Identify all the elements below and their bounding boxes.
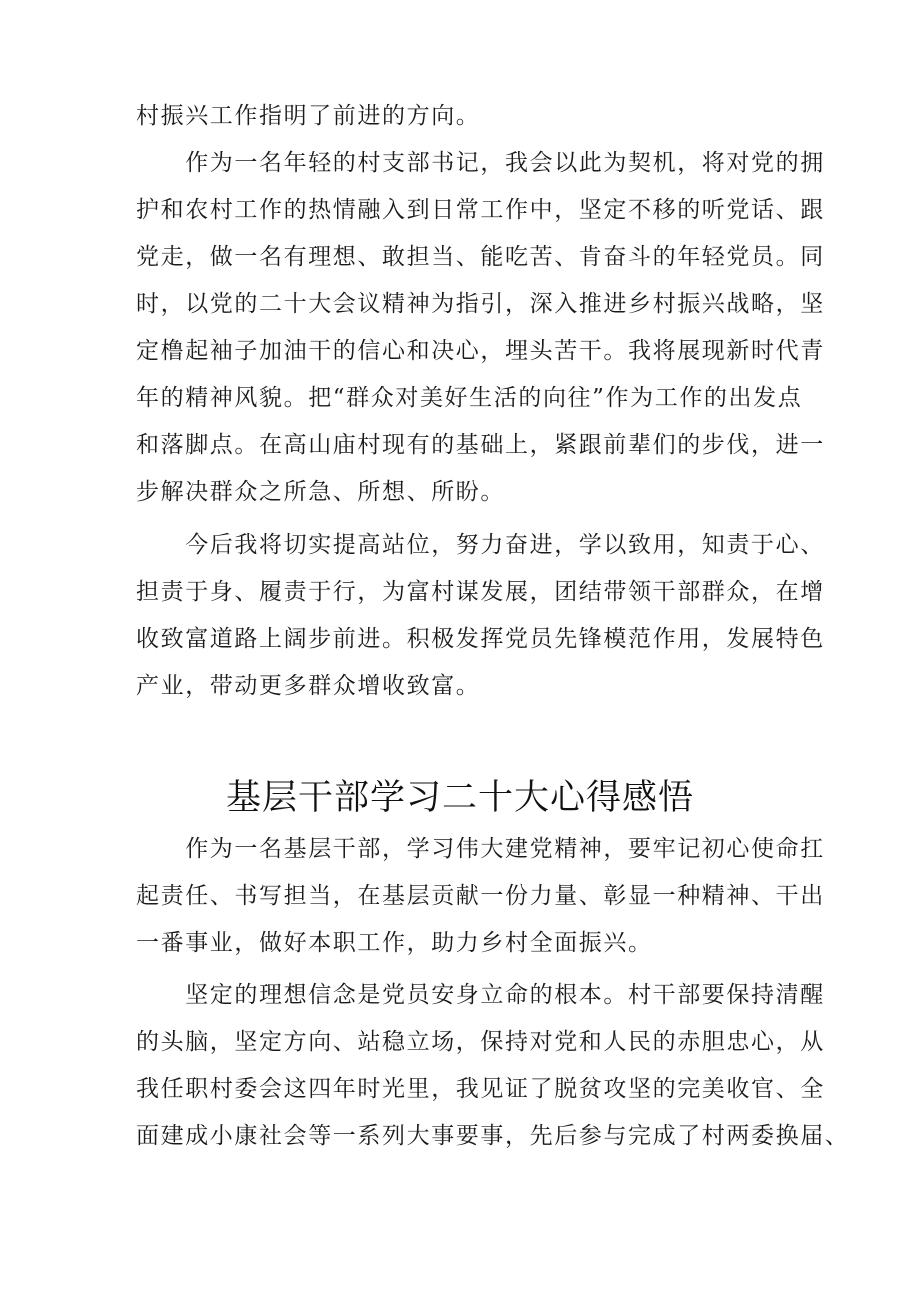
paragraph-line: 产业，带动更多群众增收致富。 xyxy=(136,673,481,699)
paragraph-line: 护和农村工作的热情融入到日常工作中，坚定不移的听党话、跟 xyxy=(136,197,825,223)
paragraph-line: 作为一名基层干部，学习伟大建党精神，要牢记初心使命扛 xyxy=(136,836,825,862)
paragraph-line: 村振兴工作指明了前进的方向。 xyxy=(136,103,481,129)
paragraph-line: 面建成小康社会等一系列大事要事，先后参与完成了村两委换届、 xyxy=(136,1123,850,1149)
paragraph-line: 步解决群众之所急、所想、所盼。 xyxy=(136,479,505,505)
paragraph-line: 的头脑，坚定方向、站稳立场，保持对党和人民的赤胆忠心，从 xyxy=(136,1029,825,1055)
paragraph-line: 我任职村委会这四年时光里，我见证了脱贫攻坚的完美收官、全 xyxy=(136,1076,825,1102)
paragraph-line: 一番事业，做好本职工作，助力乡村全面振兴。 xyxy=(136,930,653,956)
paragraph-line: 定橹起袖子加油干的信心和决心，埋头苦干。我将展现新时代青 xyxy=(136,338,825,364)
paragraph-line: 时，以党的二十大会议精神为指引，深入推进乡村振兴战略，坚 xyxy=(136,291,825,317)
paragraph-line: 收致富道路上阔步前进。积极发挥党员先锋模范作用，发展特色 xyxy=(136,626,825,652)
paragraph-line: 和落脚点。在高山庙村现有的基础上，紧跟前辈们的步伐，进一 xyxy=(136,432,825,458)
paragraph-line: 起责任、书写担当，在基层贡献一份力量、彰显一种精神、干出 xyxy=(136,883,825,909)
paragraph-line: 党走，做一名有理想、敢担当、能吃苦、肯奋斗的年轻党员。同 xyxy=(136,244,825,270)
paragraph-line: 作为一名年轻的村支部书记，我会以此为契机，将对党的拥 xyxy=(136,150,825,176)
paragraph-line: 今后我将切实提高站位，努力奋进，学以致用，知责于心、 xyxy=(136,532,825,558)
paragraph-line: 担责于身、履责于行，为富村谋发展，团结带领干部群众，在增 xyxy=(136,579,825,605)
paragraph-line: 坚定的理想信念是党员安身立命的根本。村干部要保持清醒 xyxy=(136,982,825,1008)
paragraph-line: 年的精神风貌。把“群众对美好生活的向往”作为工作的出发点 xyxy=(136,385,803,411)
article-title: 基层干部学习二十大心得感悟 xyxy=(225,778,694,818)
